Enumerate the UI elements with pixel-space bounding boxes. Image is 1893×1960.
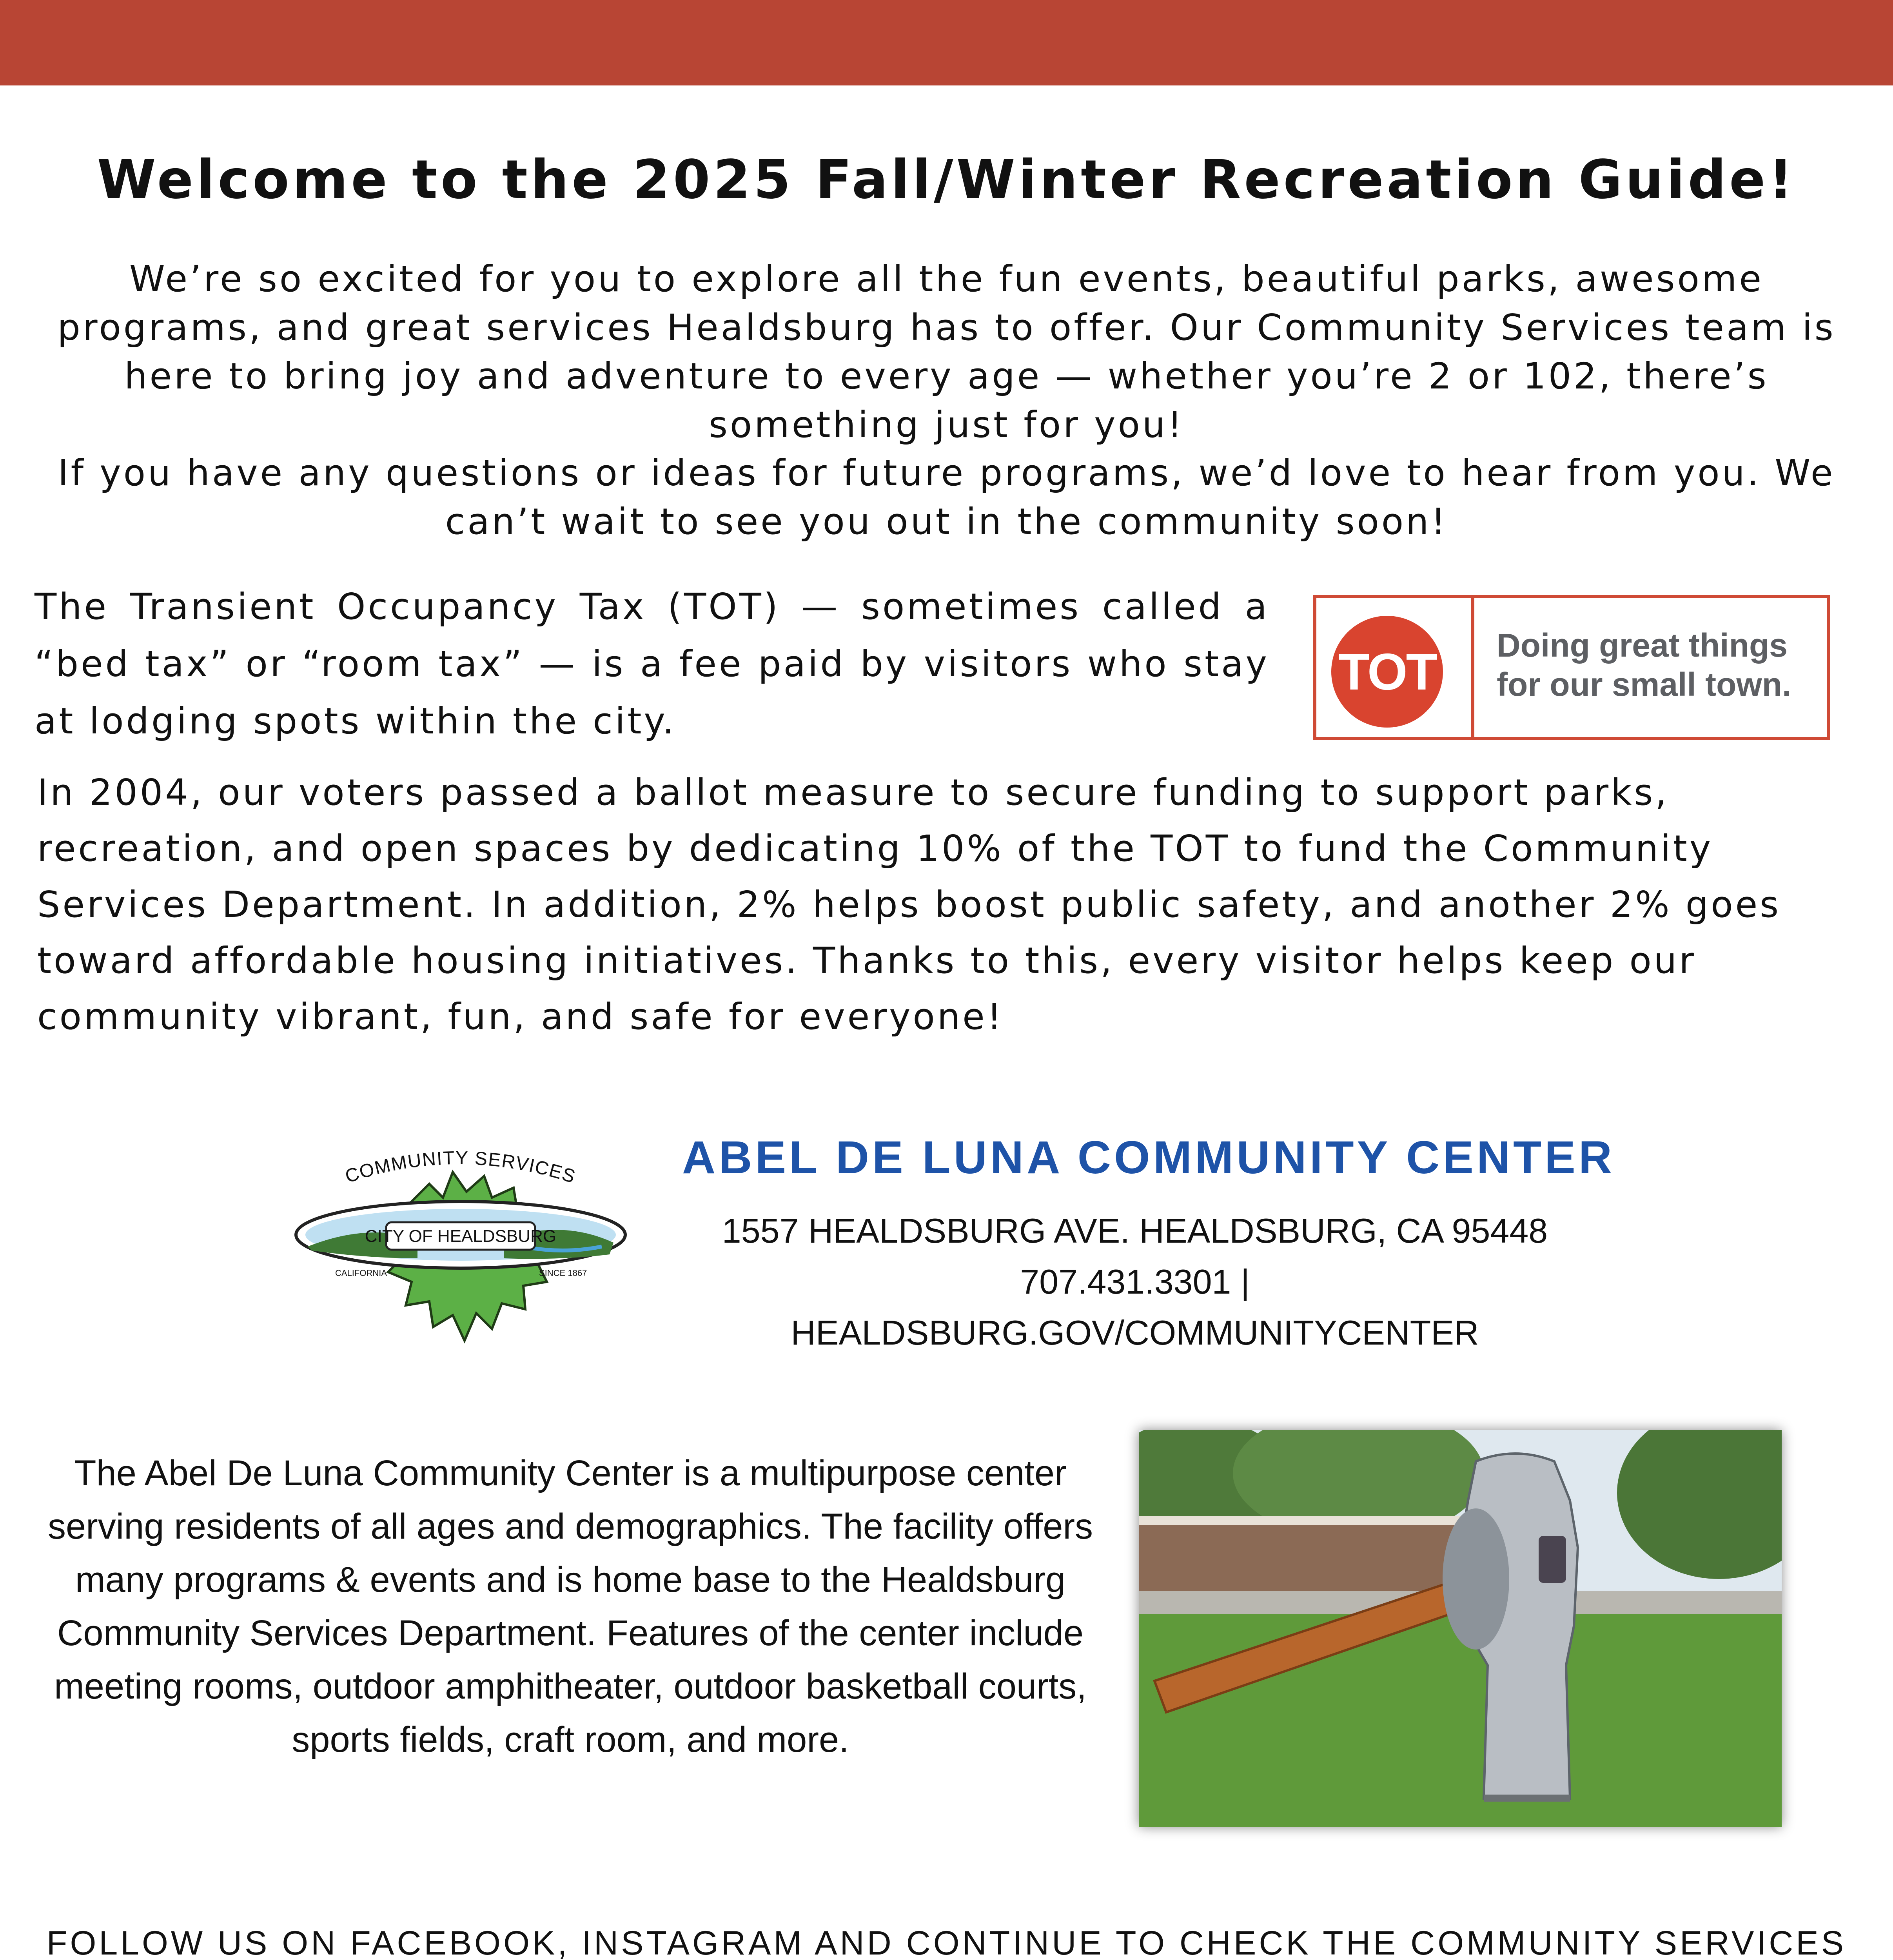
- tot-tagline: Doing great things for our small town.: [1497, 627, 1791, 703]
- top-color-band: [0, 0, 1893, 85]
- community-center-phone: 707.431.3301 |: [1020, 1262, 1250, 1301]
- community-center-address: 1557 HEALDSBURG AVE. HEALDSBURG, CA 95448: [722, 1211, 1548, 1250]
- hammer-face: [1443, 1508, 1509, 1650]
- intro-paragraph-1: We’re so excited for you to explore all the fun events, beautiful parks, awesome programs, and great services Healdsburg has to offer. Our Community Services team is here to bring joy and adventure to every age — whether you’re 2 or 102, there’s something just for you!: [57, 258, 1836, 446]
- seal-arc-text: COMMUNITY SERVICES: [343, 1147, 579, 1188]
- hammer-sculpture-photo: [1139, 1430, 1782, 1827]
- community-services-seal: [288, 1129, 641, 1372]
- tot-description: The Transient Occupancy Tax (TOT) — sometimes called a “bed tax” or “room tax” — is a fee paid by visitors who stay at lodging spots within the city.: [34, 586, 1269, 742]
- community-center-website: HEALDSBURG.GOV/COMMUNITYCENTER: [791, 1313, 1479, 1352]
- tot-logo-divider: [1471, 598, 1474, 737]
- seal-right-text: SINCE 1867: [539, 1268, 587, 1278]
- seal-left-text: CALIFORNIA: [335, 1268, 387, 1278]
- hammer-base: [1484, 1795, 1570, 1802]
- tot-circle-mark: TOT: [1331, 616, 1443, 728]
- page-title: Welcome to the 2025 Fall/Winter Recreation Guide!: [97, 149, 1796, 211]
- hammer-eye: [1539, 1536, 1566, 1583]
- community-center-description: The Abel De Luna Community Center is a multipurpose center serving residents of all ages and demographics. The facility offers many programs & events and is home base to the Healdsburg Community Services Department. Features of the center include meeting rooms, outdoor amphitheater, outdoor basketball courts, sports fields, craft room, and more.: [47, 1453, 1093, 1760]
- community-center-title: ABEL DE LUNA COMMUNITY CENTER: [682, 1132, 1615, 1183]
- seal-banner-text: CITY OF HEALDSBURG: [365, 1227, 557, 1246]
- intro-paragraph-2: If you have any questions or ideas for future programs, we’d love to hear from you. We can’t wait to see you out in the community soon!: [58, 452, 1835, 543]
- follow-us-text: FOLLOW US ON FACEBOOK, INSTAGRAM AND CONTINUE TO CHECK THE COMMUNITY SERVICES: [46, 1924, 1847, 1960]
- photo-lawn: [1139, 1614, 1782, 1827]
- ballot-measure-text: In 2004, our voters passed a ballot measure to secure funding to support parks, recreation, and open spaces by dedicating 10% of the TOT to fund the Community Services Department. In addition, 2% helps boost public safety, and another 2% goes toward affordable housing initiatives. Thanks to this, every visitor helps keep our community vibrant, fun, and safe for everyone!: [37, 771, 1781, 1038]
- tot-logo: [1313, 595, 1830, 740]
